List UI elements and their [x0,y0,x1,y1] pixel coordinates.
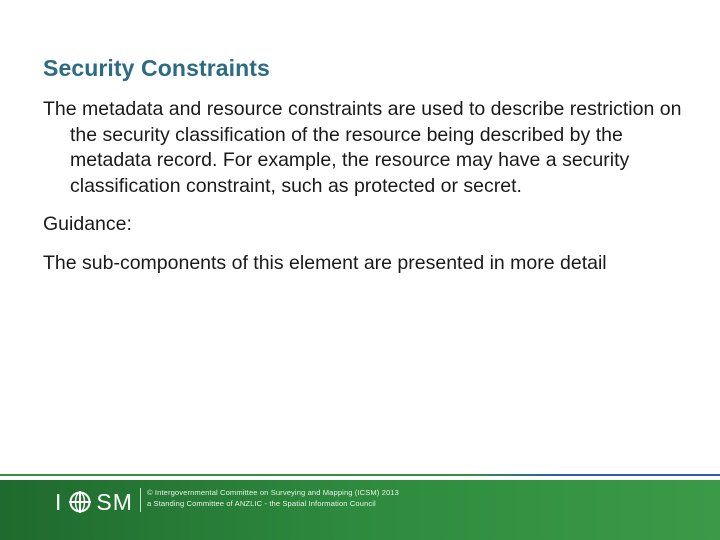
logo-letters-sm: SM [96,488,133,515]
slide-footer [0,474,720,540]
footer-accent-line [470,474,720,476]
globe-icon [68,490,92,514]
footer-bar [0,480,720,540]
slide-title: Security Constraints [43,55,270,81]
copyright-notice [147,488,477,509]
body-paragraph-detail: The sub-components of this element are presented in more detail [43,251,607,274]
copyright-line-1: © Intergovernmental Committee on Surveying and Mapping (ICSM) 2013 [147,488,399,497]
logo-separator [140,488,141,512]
icsm-logo [55,489,133,515]
slide-body [43,97,683,289]
body-paragraph-guidance: Guidance: [43,213,132,235]
body-paragraph-description: The metadata and resource constraints are used to describe restriction on the security classification of the resource being described by the metadata record. For example, the resource may have a security classification constraint, such as protected or secret. [43,98,682,197]
copyright-line-2: a Standing Committee of ANZLIC - the Spatial Information Council [147,498,376,508]
logo-letter-i: I [55,488,63,515]
